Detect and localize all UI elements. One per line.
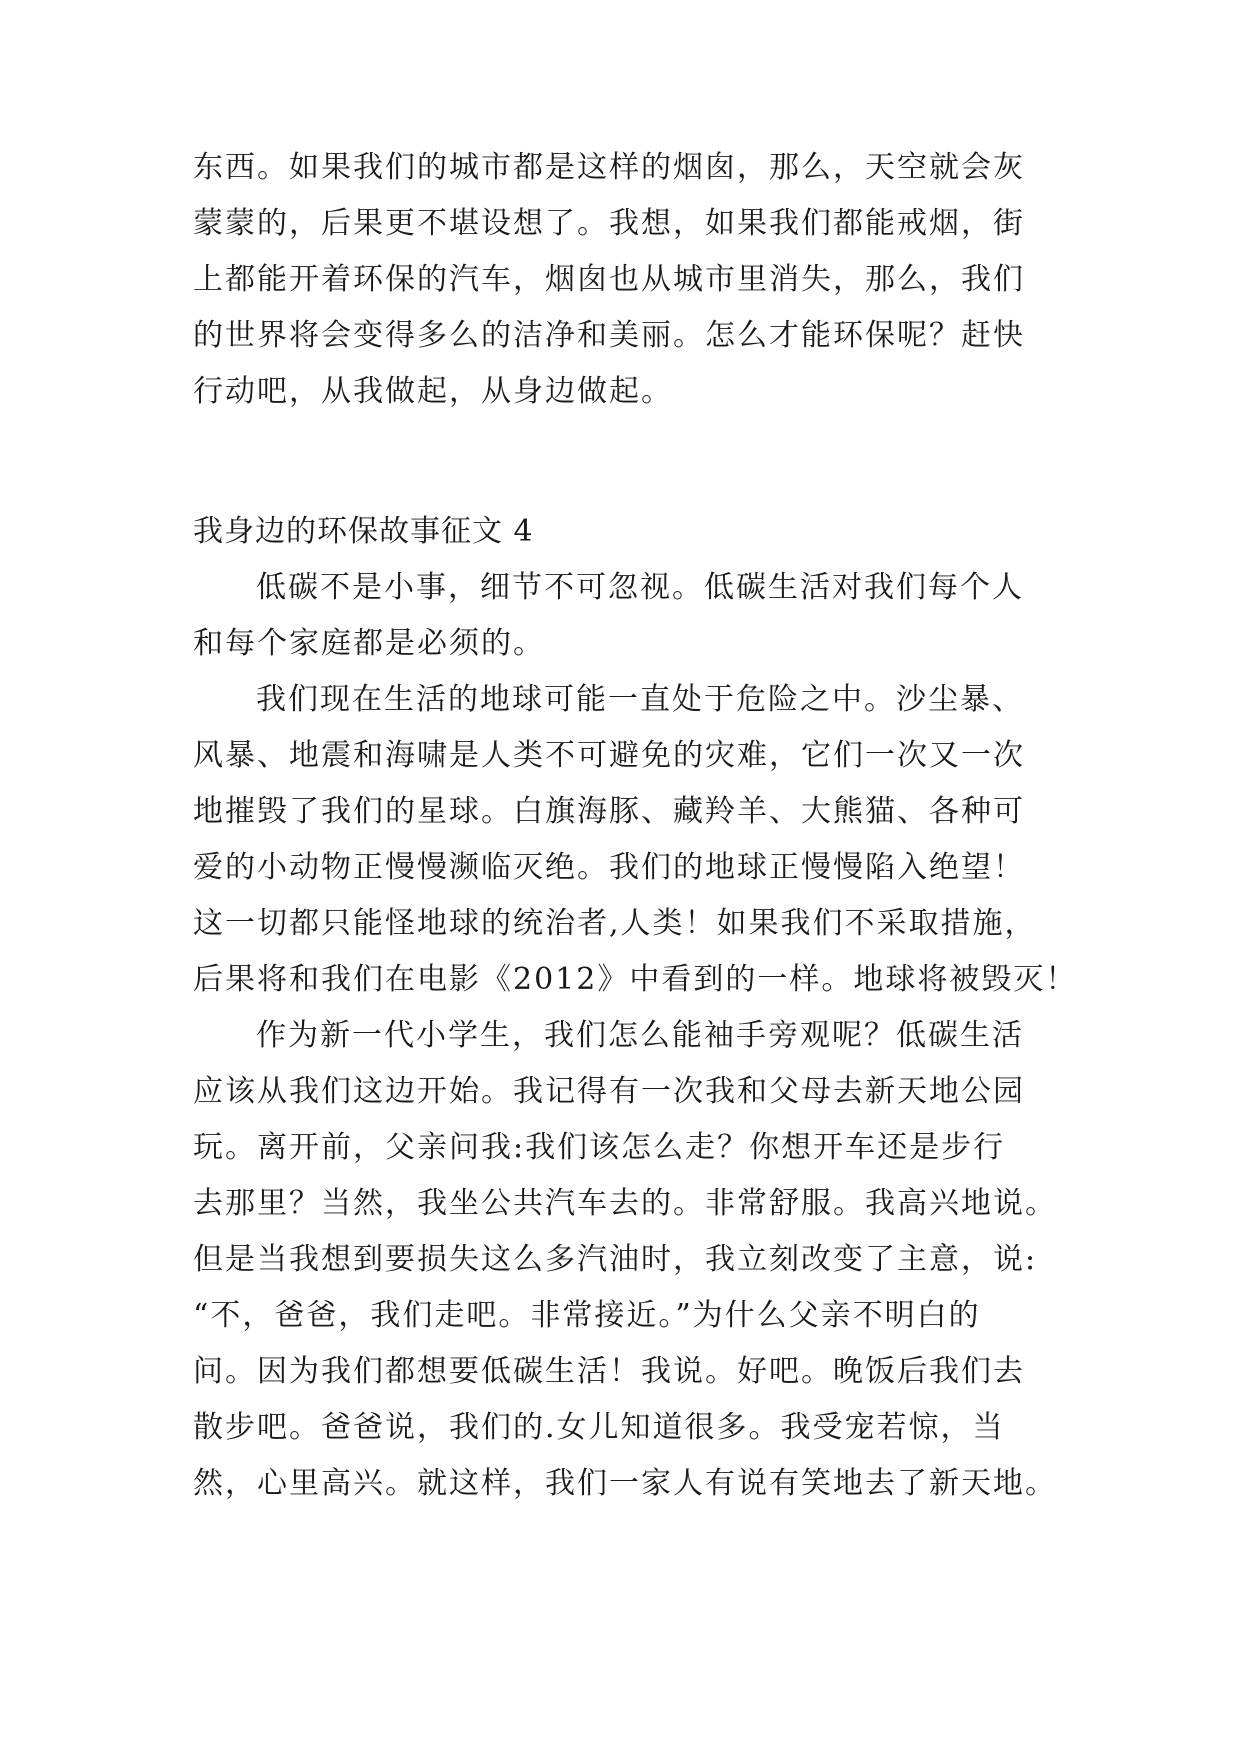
- section-title: 我身边的环保故事征文 4: [193, 514, 534, 549]
- text-line: 玩。离开前，父亲问我:我们该怎么走？你想开车还是步行: [193, 1130, 1006, 1165]
- text-line: 的世界将会变得多么的洁净和美丽。怎么才能环保呢？赶快: [193, 318, 1025, 353]
- text-line: 风暴、地震和海啸是人类不可避免的灾难，它们一次又一次: [193, 738, 1025, 773]
- text-line: 蒙蒙的，后果更不堪设想了。我想，如果我们都能戒烟，街: [193, 206, 1025, 241]
- text-line: 行动吧，从我做起，从身边做起。: [193, 374, 673, 409]
- text-line: 和每个家庭都是必须的。: [193, 626, 545, 661]
- text-line: 应该从我们这边开始。我记得有一次我和父母去新天地公园: [193, 1074, 1025, 1109]
- text-line: 但是当我想到要损失这么多汽油时，我立刻改变了主意，说:: [193, 1242, 1038, 1277]
- text-line: 地摧毁了我们的星球。白旗海豚、藏羚羊、大熊猫、各种可: [193, 794, 1025, 829]
- text-line: 我们现在生活的地球可能一直处于危险之中。沙尘暴、: [256, 682, 1024, 717]
- text-line: 去那里？当然，我坐公共汽车去的。非常舒服。我高兴地说。: [193, 1186, 1057, 1221]
- text-line: 低碳不是小事，细节不可忽视。低碳生活对我们每个人: [256, 570, 1024, 605]
- text-line: 东西。如果我们的城市都是这样的烟囱，那么，天空就会灰: [193, 150, 1025, 185]
- text-line: 作为新一代小学生，我们怎么能袖手旁观呢？低碳生活: [256, 1018, 1024, 1053]
- text-line: 后果将和我们在电影《2012》中看到的一样。地球将被毁灭！: [193, 962, 1078, 997]
- text-line: 然，心里高兴。就这样，我们一家人有说有笑地去了新天地。: [193, 1466, 1057, 1501]
- text-line: 这一切都只能怪地球的统治者,人类！如果我们不采取措施，: [193, 906, 1037, 941]
- text-line: “不，爸爸，我们走吧。非常接近。”为什么父亲不明白的: [193, 1298, 981, 1333]
- text-line: 散步吧。爸爸说，我们的.女儿知道很多。我受宠若惊，当: [193, 1410, 1005, 1445]
- text-line: 爱的小动物正慢慢濒临灭绝。我们的地球正慢慢陷入绝望！: [193, 850, 1025, 885]
- text-line: 问。因为我们都想要低碳生活！我说。好吧。晚饭后我们去: [193, 1354, 1025, 1389]
- text-line: 上都能开着环保的汽车，烟囱也从城市里消失，那么，我们: [193, 262, 1025, 297]
